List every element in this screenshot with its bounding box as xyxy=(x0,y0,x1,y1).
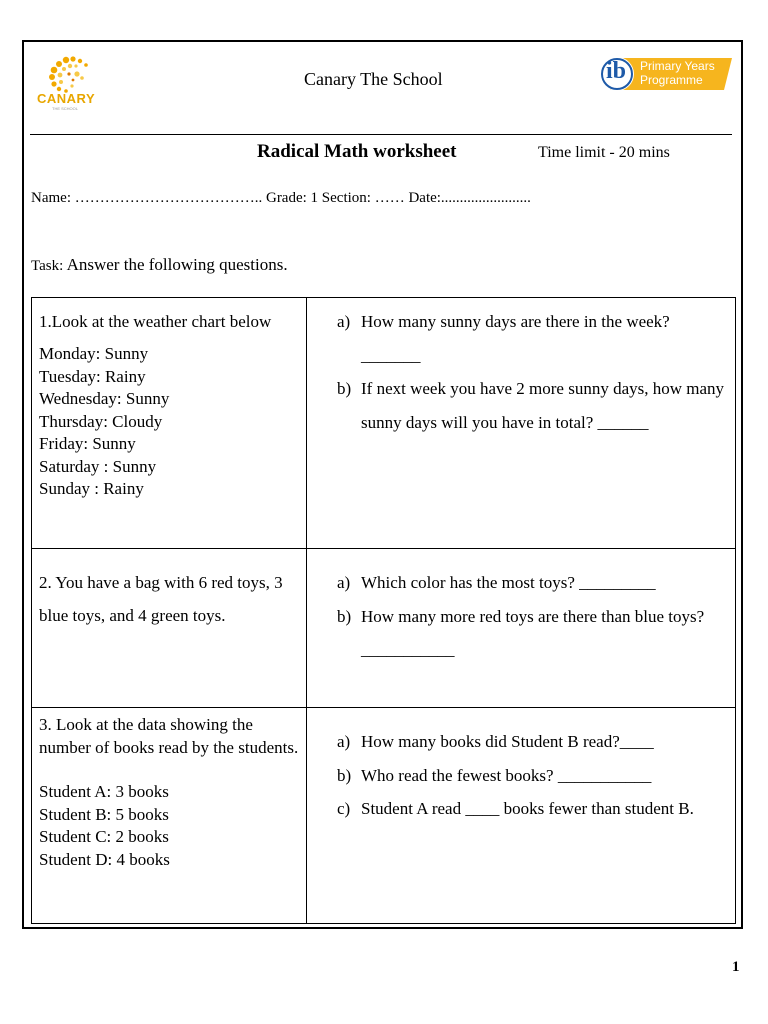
sub-marker: a) xyxy=(337,732,351,751)
question-3a xyxy=(337,725,729,759)
header-divider xyxy=(30,134,732,135)
question-1-prompt: 1.Look at the weather chart below xyxy=(39,312,272,331)
ib-text-line1: Primary Years xyxy=(640,59,715,73)
weather-list xyxy=(39,343,300,501)
books-item: Student C: 2 books xyxy=(39,827,169,846)
sub-question-text: If next week you have 2 more sunny days, how many sunny days will you have in total? ______ xyxy=(361,379,725,432)
question-1b xyxy=(337,372,729,439)
question-row-3 xyxy=(32,708,736,924)
question-1-answers-cell xyxy=(307,298,736,549)
questions-table xyxy=(31,297,736,924)
question-row-2 xyxy=(32,549,736,708)
canary-logo-text: CANARY xyxy=(37,91,96,106)
sub-question-text: How many more red toys are there than blue toys? ___________ xyxy=(361,606,705,659)
question-3c xyxy=(337,792,729,826)
question-3-prompt-cell xyxy=(32,708,307,924)
weather-item: Wednesday: Sunny xyxy=(39,389,170,408)
sub-question-text: How many books did Student B read?____ xyxy=(361,732,654,751)
weather-item: Saturday : Sunny xyxy=(39,456,157,476)
weather-item: Sunday : Rainy xyxy=(39,479,144,498)
sub-question-text: Student A read ____ books fewer than student B. xyxy=(361,799,694,818)
school-name: Canary The School xyxy=(304,69,443,89)
sub-marker: b) xyxy=(337,765,352,785)
sub-marker: a) xyxy=(337,573,351,592)
weather-item: Thursday: Cloudy xyxy=(39,411,163,431)
question-3-prompt: 3. Look at the data showing the number of books read by the students. xyxy=(39,715,299,757)
question-2-prompt: 2. You have a bag with 6 red toys, 3 blue toys, and 4 green toys. xyxy=(39,573,283,625)
question-1-prompt-cell xyxy=(32,298,307,549)
books-item: Student A: 3 books xyxy=(39,782,169,801)
task-instruction xyxy=(31,255,288,275)
task-label: Task: xyxy=(31,258,64,274)
books-item: Student B: 5 books xyxy=(39,804,169,824)
question-2b xyxy=(337,600,729,667)
page-number: 1 xyxy=(732,959,740,975)
sub-question-text: Who read the fewest books? ___________ xyxy=(361,765,652,785)
weather-item: Monday: Sunny xyxy=(39,344,149,363)
student-info-line: Name: ……………………………….. Grade: 1 Section: …… Date:........................ xyxy=(31,190,531,206)
question-2-answers-cell xyxy=(307,549,736,708)
weather-item: Friday: Sunny xyxy=(39,434,136,453)
task-text: Answer the following questions. xyxy=(66,255,288,274)
question-row-1 xyxy=(32,298,736,549)
question-2a xyxy=(337,566,729,600)
time-limit: Time limit - 20 mins xyxy=(538,144,670,161)
ib-letters: ib xyxy=(606,58,627,84)
question-3-answers-cell xyxy=(307,708,736,924)
sub-question-text: Which color has the most toys? _________ xyxy=(361,573,656,592)
question-1a xyxy=(337,305,729,372)
weather-item: Tuesday: Rainy xyxy=(39,366,146,386)
ib-pyp-logo xyxy=(598,54,736,94)
books-item: Student D: 4 books xyxy=(39,849,170,869)
sub-marker: b) xyxy=(337,606,352,626)
canary-logo-subtext: THE SCHOOL xyxy=(52,106,79,111)
worksheet-title: Radical Math worksheet xyxy=(257,141,457,162)
sub-marker: b) xyxy=(337,379,352,398)
question-2-prompt-cell xyxy=(32,549,307,708)
question-3b xyxy=(337,759,729,793)
books-list xyxy=(39,781,300,871)
sub-marker: c) xyxy=(337,799,351,818)
sub-question-text: How many sunny days are there in the week? _______ xyxy=(361,312,670,365)
sub-marker: a) xyxy=(337,312,351,331)
ib-text-line2: Programme xyxy=(640,73,703,87)
